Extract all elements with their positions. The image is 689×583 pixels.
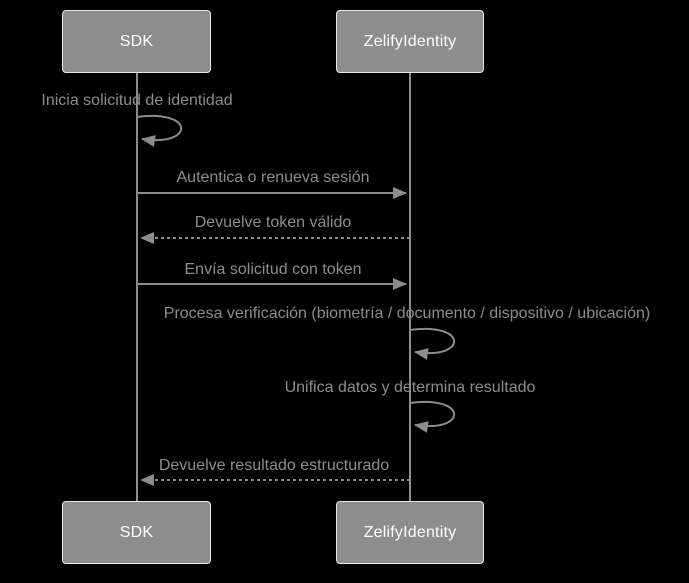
message-label-7: Devuelve resultado estructurado — [158, 457, 390, 474]
message-label-5: Procesa verificación (biometría / documento / dispositivo / ubicación) — [163, 305, 651, 322]
message-label-1: Inicia solicitud de identidad — [41, 92, 233, 109]
actor-label-zelifyidentity-bottom: ZelifyIdentity — [363, 523, 457, 541]
actor-box-sdk-top — [62, 10, 211, 73]
actor-box-zelifyidentity-bottom — [336, 501, 484, 564]
self-loop-arrow-6 — [410, 402, 454, 426]
message-label-3: Devuelve token válido — [194, 214, 352, 231]
message-label-4: Envía solicitud con token — [184, 261, 362, 278]
actor-label-zelifyidentity-top: ZelifyIdentity — [363, 32, 457, 50]
message-label-6: Unifica datos y determina resultado — [284, 379, 536, 396]
message-label-2: Autentica o renueva sesión — [176, 169, 370, 186]
self-loop-arrow-5 — [410, 329, 454, 353]
actor-box-zelifyidentity-top — [336, 10, 484, 73]
actor-label-sdk-top: SDK — [119, 32, 154, 50]
self-loop-arrow-1 — [137, 116, 181, 140]
actor-label-sdk-bottom: SDK — [119, 523, 154, 541]
actor-box-sdk-bottom — [62, 501, 211, 564]
